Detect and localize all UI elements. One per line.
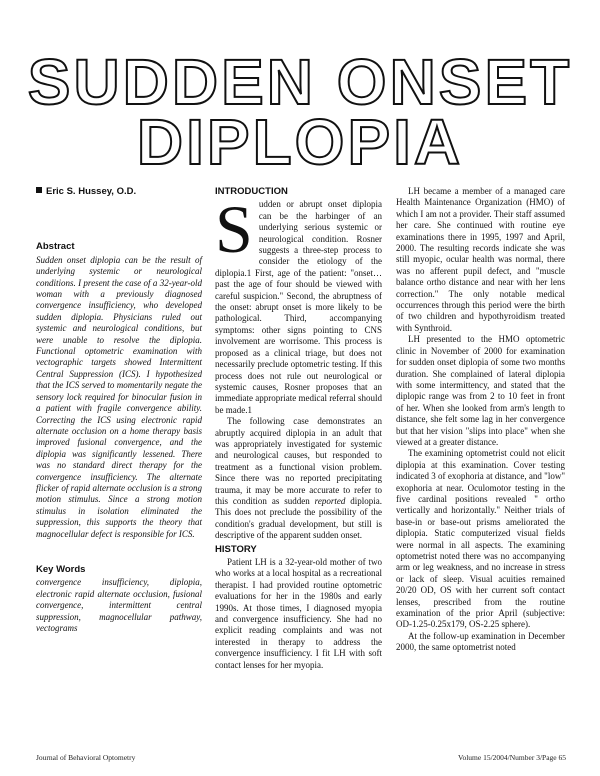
article-title-line-1: SUDDEN ONSET xyxy=(27,46,573,118)
author-name: Eric S. Hussey, O.D. xyxy=(46,186,137,197)
history-heading: HISTORY xyxy=(215,543,257,555)
case-paragraph-1: LH became a member of a managed care Health Maintenance Organization (HMO) of which I am not a provider. Their staff assumed her care. She continued with routine eye examinations there in 1995, 1997 and April, 2000. The resulting records indicate she was still myopic, ocular health was normal, there was no afferent pupil defect, and "muscle balance ortho distance and near with her lens correction." The only notable medical occurrences through this period were the birth of two children and hypothyroidism treated with Synthroid. xyxy=(396,186,565,333)
bullet-square-icon xyxy=(36,187,42,193)
introduction-heading: INTRODUCTION xyxy=(215,186,288,197)
footer-journal-name: Journal of Behavioral Optometry xyxy=(36,753,136,762)
abstract-heading: Abstract xyxy=(36,241,75,253)
case-paragraph-3: The examining optometrist could not elicit diplopia at this examination. Cover testing indicated 3 of exophoria at distance, and "low" exophoria at near. Oculomotor testing in the five cardinal positions revealed " ortho vertically and horizontally." Neither trials of base-in or base-out prisms ameliorated the diplopia. Static computerized visual fields were normal in all aspects. The examining optometrist noted there was no accompanying arm or leg weakness, and no increase in stress or lack of sleep. Visual acuities remained 20/20 OD, OS with her current soft contact lenses, prescribed from the routine examination of the prior April (subjective: OD-1.25-0.25x179, OS-2.25 sphere). xyxy=(396,448,565,630)
introduction-paragraph-2: The following case demonstrates an abruptly acquired diplopia in an adult that was appropriately investigated for systemic and neurological causes, but responded to treatment as a functional vision problem. Since there was no reported precipitating trauma, it may be more accurate to refer to this condition as sudden reported diplopia. This does not preclude the possibility of the condition's gradual development, but still is descriptive of the apparent sudden onset. xyxy=(215,416,382,541)
emphasis-reported: reported xyxy=(314,495,346,506)
footer-volume-page: Volume 15/2004/Number 3/Page 65 xyxy=(458,753,566,762)
drop-cap: S xyxy=(215,191,253,268)
column-middle xyxy=(215,186,382,671)
column-right xyxy=(396,186,565,654)
introduction-paragraph-1-text: udden or abrupt onset diplopia can be the harbinger of an underlying serious systemic or neurological condition. Rosner suggests a three-step process to consider the etiology of the diplopia.1 First, age of the patient: "onset…past the age of four should be viewed with careful suspicion." Second, the abruptness of the onset: abrupt onset is more likely to be pathological. Third, accompanying symptoms: other signs pointing to CNS involvement are worrisome. This process is proposed as a clinical triage, but does not necessarily preclude optometric testing. If this process does not rule out neurological or systemic causes, Rosner proposes that an immediate appropriate medical referral should be made.1 xyxy=(215,199,382,415)
author-byline xyxy=(36,186,202,197)
column-left xyxy=(36,186,202,634)
case-paragraph-4: At the follow-up examination in December 2000, the same optometrist noted xyxy=(396,630,565,653)
article-title-line-2: DIPLOPIA xyxy=(136,106,464,178)
keywords-heading: Key Words xyxy=(36,563,86,575)
case-paragraph-2: LH presented to the HMO optometric clinic in November of 2000 for examination for sudden onset diplopia of some two months duration. She complained of lateral diplopia with some intermittency, and stated that the diplopic range was from 2 to 10 feet in front of her. When she looked from arm's length to distance, she felt some lag in her convergence but that her vision "slips into place" when she viewed at a greater distance. xyxy=(396,334,565,447)
abstract-text: Sudden onset diplopia can be the result of underlying systemic or neurological conditions. I present the case of a 32-year-old woman with a previously diagnosed convergence insufficiency, who developed sudden diplopia. Physicians ruled out systemic and neurological conditions, but were unable to resolve the diplopia. Functional optometric examination with vectographic targets showed Intermittent Central Suppression (ICS). I hypothesized that the ICS served to momentarily negate the sensory lock required for binocular fusion in a patient with fragile convergence ability. Correcting the ICS using electronic rapid alternate occlusion on a home therapy basis improved fusional convergence, and the diplopia was significantly lessened. There was no standard direct therapy for the convergence insufficiency. The alternate flicker of rapid alternate occlusion is a strong motion stimulus. Since a strong motion stimulus in isolation eliminated the suppression, this supports the theory that magnocellular defect is responsible for ICS. xyxy=(36,254,202,539)
history-paragraph-1: Patient LH is a 32-year-old mother of two who works at a local hospital as a recreational therapist. I had provided routine optometric evaluations for her in the 1980s and early 1990s. At those times, I diagnosed myopia and convergence insufficiency. She had no explicit reading complaints and was not interested in therapy to address the convergence insufficiency. I fit LH with soft contact lenses for her myopia. xyxy=(215,557,382,670)
keywords-text: convergence insufficiency, diplopia, electronic rapid alternate occlusion, fusional convergence, intermittent central suppression, magnocellular pathway, vectograms xyxy=(36,577,202,633)
